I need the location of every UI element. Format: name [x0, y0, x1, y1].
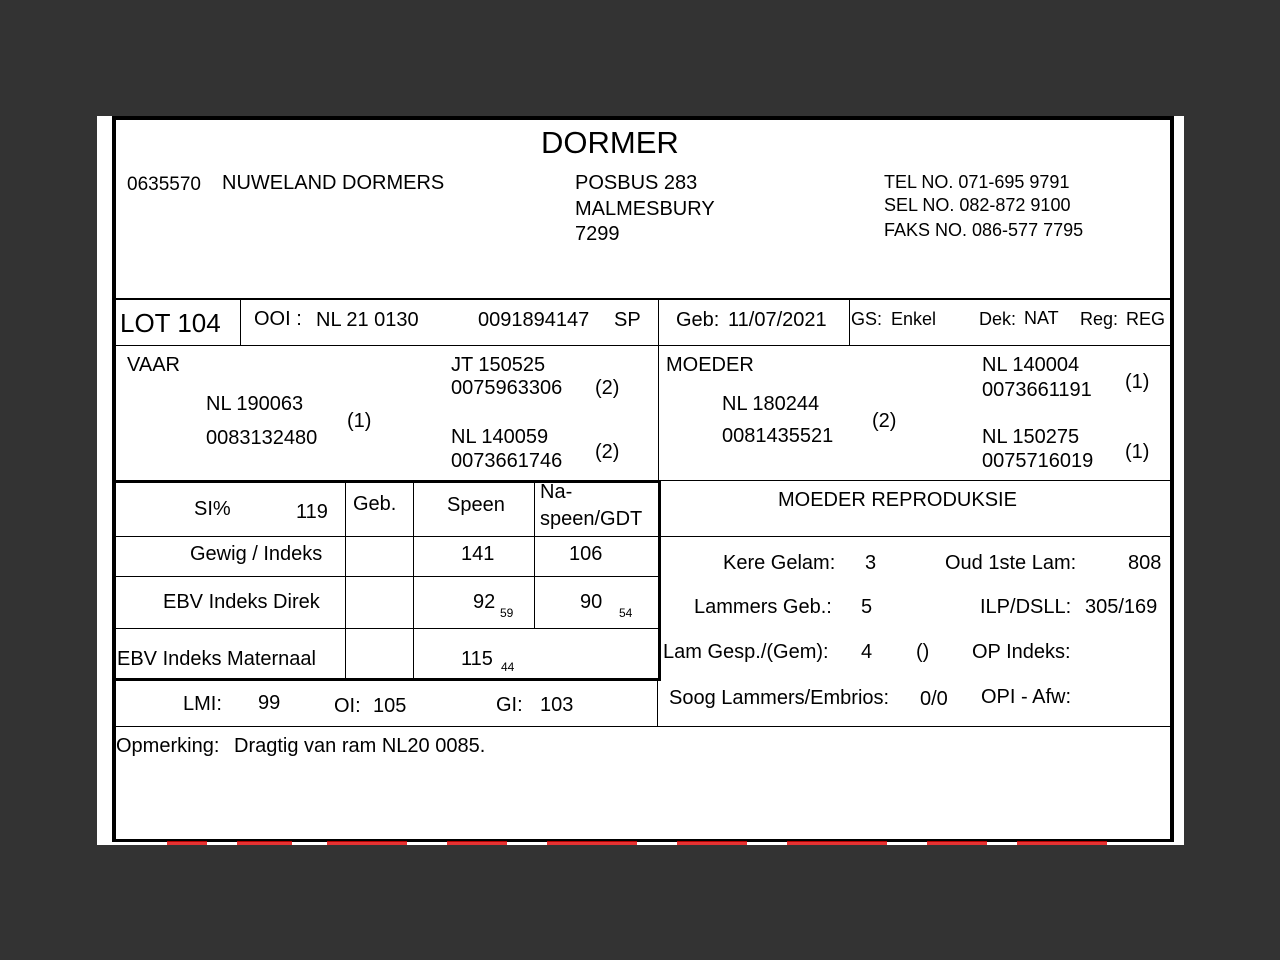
geb-label: Geb: — [676, 309, 720, 331]
col-header-geb: Geb. — [353, 493, 397, 515]
frame-left — [112, 116, 116, 841]
frame-right — [1170, 116, 1174, 841]
vaar-count: (1) — [347, 410, 372, 432]
ooi-label: OOI : — [254, 308, 302, 330]
vaar-sire-id: JT 150525 — [451, 354, 546, 376]
kere-label: Kere Gelam: — [723, 552, 836, 574]
gi-value: 103 — [540, 694, 574, 716]
divider-remark — [112, 726, 1174, 727]
tel-number: TEL NO. 071-695 9791 — [884, 172, 1070, 192]
vaar-number: 0083132480 — [206, 427, 318, 449]
remark-text: Dragtig van ram NL20 0085. — [234, 735, 486, 757]
si-label: SI% — [194, 498, 231, 520]
row-maternaal-speen: 115 — [461, 648, 493, 670]
bottom-vline — [657, 681, 658, 727]
breeder-name: NUWELAND DORMERS — [222, 172, 445, 194]
vaar-dam-count: (2) — [595, 441, 620, 463]
moeder-sire-id: NL 140004 — [982, 354, 1080, 376]
row-direk-speen: 92 — [473, 591, 496, 613]
moeder-count: (2) — [872, 410, 897, 432]
moeder-sire-count: (1) — [1125, 371, 1150, 393]
row-maternaal-speen-sub: 44 — [501, 660, 515, 674]
perf-row-line-1 — [112, 536, 660, 537]
reg-value: REG — [1126, 309, 1166, 329]
moeder-dam-id: NL 150275 — [982, 426, 1080, 448]
lot-vline-2 — [658, 299, 659, 346]
perf-row-line-3 — [112, 628, 660, 629]
lot-label: LOT 104 — [120, 308, 221, 338]
vaar-dam-id: NL 140059 — [451, 426, 549, 448]
col-header-speen: Speen — [447, 494, 505, 516]
cut-off-footer-text — [167, 841, 1127, 845]
repro-title: MOEDER REPRODUKSIE — [778, 489, 1017, 511]
moeder-sire-number: 0073661191 — [982, 379, 1092, 401]
address-line-1: POSBUS 283 — [575, 172, 698, 194]
perf-vline-right — [658, 481, 661, 681]
ilp-value: 305/169 — [1085, 596, 1158, 618]
sel-number: SEL NO. 082-872 9100 — [884, 195, 1071, 215]
breeder-number: 0635570 — [127, 174, 201, 195]
soog-label: Soog Lammers/Embrios: — [669, 687, 890, 709]
oi-value: 105 — [373, 695, 407, 717]
vaar-sire-count: (2) — [595, 377, 620, 399]
remark-label: Opmerking: — [116, 735, 220, 757]
row-label-ebv-maternaal: EBV Indeks Maternaal — [117, 648, 316, 670]
breed-title: DORMER — [541, 125, 679, 160]
gs-label: GS: — [851, 309, 883, 329]
divider-header — [112, 298, 1174, 300]
pedigree-vline — [658, 346, 659, 481]
moeder-number: 0081435521 — [722, 425, 834, 447]
lammers-value: 5 — [861, 596, 873, 618]
vaar-id: NL 190063 — [206, 393, 304, 415]
lmi-value: 99 — [258, 692, 281, 714]
divider-pedigree-right — [660, 480, 1174, 481]
lmi-label: LMI: — [183, 693, 222, 715]
lot-vline-1 — [240, 299, 241, 346]
divider-pedigree-left — [112, 480, 660, 483]
row-direk-naspeen: 90 — [580, 591, 603, 613]
lammers-label: Lammers Geb.: — [694, 596, 832, 618]
oud-value: 808 — [1128, 552, 1162, 574]
lot-sp: SP — [614, 309, 641, 331]
gesp-label: Lam Gesp./(Gem): — [663, 641, 829, 663]
soog-value: 0/0 — [920, 688, 948, 710]
dek-label: Dek: — [979, 309, 1017, 329]
moeder-dam-count: (1) — [1125, 441, 1150, 463]
row-label-gewig: Gewig / Indeks — [190, 543, 323, 565]
opi-label: OPI - Afw: — [981, 686, 1072, 708]
perf-bottom-line — [112, 678, 660, 681]
geb-date: 11/07/2021 — [728, 309, 827, 331]
divider-lot — [112, 345, 1174, 346]
reg-label: Reg: — [1080, 309, 1119, 329]
vaar-dam-number: 0073661746 — [451, 450, 563, 472]
dek-value: NAT — [1024, 308, 1059, 328]
ilp-label: ILP/DSLL: — [980, 596, 1072, 618]
kere-value: 3 — [865, 552, 877, 574]
row-direk-naspeen-sub: 54 — [619, 606, 633, 620]
si-value: 119 — [296, 501, 328, 523]
lot-sheet — [97, 116, 1184, 845]
row-label-ebv-direk: EBV Indeks Direk — [163, 591, 320, 613]
perf-row-line-2 — [112, 576, 660, 577]
vaar-label: VAAR — [127, 354, 180, 376]
row-gewig-speen: 141 — [461, 543, 495, 565]
op-label: OP Indeks: — [972, 641, 1071, 663]
frame-top — [112, 116, 1174, 120]
perf-vline-2 — [413, 482, 414, 679]
moeder-dam-number: 0075716019 — [982, 450, 1094, 472]
row-direk-speen-sub: 59 — [500, 606, 514, 620]
repro-title-line — [660, 536, 1174, 537]
col-header-naspeen-2: speen/GDT — [540, 508, 643, 530]
moeder-label: MOEDER — [666, 354, 754, 376]
ooi-id: NL 21 0130 — [316, 309, 419, 331]
gs-value: Enkel — [891, 309, 937, 329]
moeder-id: NL 180244 — [722, 393, 820, 415]
address-line-2: MALMESBURY — [575, 198, 715, 220]
address-line-3: 7299 — [575, 223, 620, 245]
oud-label: Oud 1ste Lam: — [945, 552, 1077, 574]
faks-number: FAKS NO. 086-577 7795 — [884, 220, 1084, 240]
perf-vline-3 — [534, 482, 535, 629]
oi-label: OI: — [334, 695, 361, 717]
vaar-sire-number: 0075963306 — [451, 377, 563, 399]
gi-label: GI: — [496, 694, 523, 716]
lot-vline-3 — [849, 299, 850, 346]
col-header-naspeen-1: Na- — [540, 481, 573, 503]
perf-vline-1 — [345, 482, 346, 679]
gesp-value: 4 — [861, 641, 873, 663]
lot-reg-number: 0091894147 — [478, 309, 590, 331]
row-gewig-naspeen: 106 — [569, 543, 603, 565]
gesp-paren: () — [916, 641, 930, 663]
